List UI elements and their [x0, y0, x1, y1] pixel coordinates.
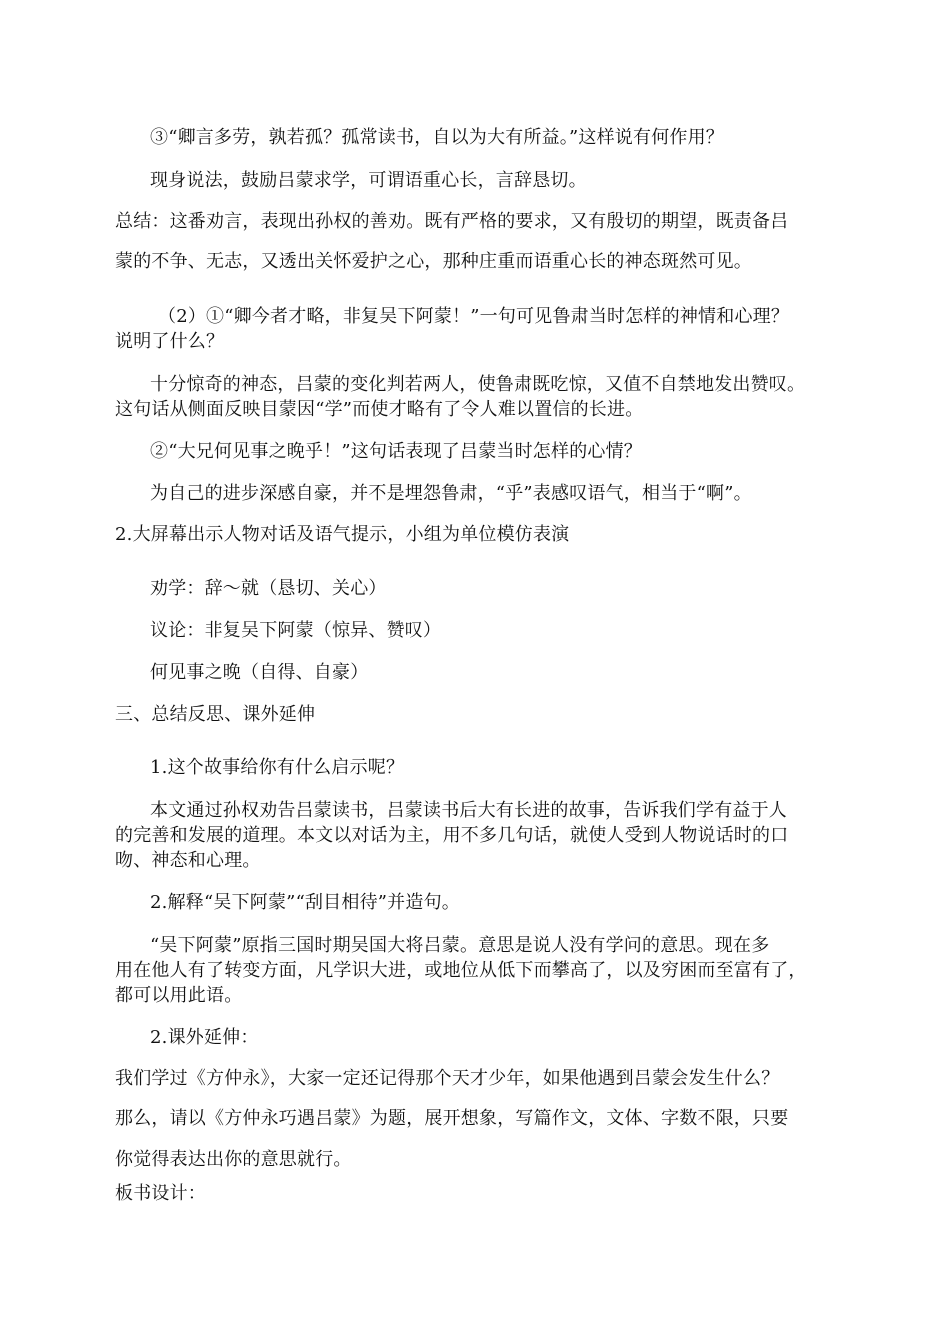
- answer-3-text: 现身说法，鼓励吕蒙求学，可谓语重心长，言辞恳切。: [150, 170, 587, 191]
- question-1-text: 1.这个故事给你有什么启示呢？: [150, 757, 405, 778]
- extension-line-1: 我们学过《方仲永》，大家一定还记得那个天才少年，如果他遇到吕蒙会发生什么？: [115, 1068, 780, 1089]
- answer-2-1-line-2: 这句话从侧面反映目蒙因“学”而使才略有了令人难以置信的长进。: [115, 399, 644, 420]
- answer-1-line-3: 吻、神态和心理。: [115, 850, 261, 871]
- activity-heading: 2.大屏幕出示人物对话及语气提示，小组为单位模仿表演: [115, 524, 570, 545]
- answer-2-2-text: 为自己的进步深感自豪，并不是埋怨鲁肃，“乎”表感叹语气，相当于“啊”。: [150, 483, 752, 504]
- question-3-text: ③“卿言多劳，孰若孤？孤常读书，自以为大有所益。”这样说有何作用？: [150, 127, 725, 148]
- question-2-1-line-1: （2）①“卿今者才略，非复吴下阿蒙！”一句可见鲁肃当时怎样的神情和心理？: [158, 306, 790, 327]
- answer-2-line-2: 用在他人有了转变方面，凡学识大进，或地位从低下而攀高了，以及穷困而至富有了，: [115, 960, 807, 981]
- dialogue-cue-3: 何见事之晚（自得、自豪）: [150, 662, 369, 683]
- section-3-heading: 三、总结反思、课外延伸: [115, 704, 316, 725]
- board-design-label: 板书设计：: [115, 1183, 206, 1204]
- dialogue-cue-1: 劝学：辞～就（恳切、关心）: [150, 578, 387, 599]
- answer-2-line-1: “吴下阿蒙”原指三国时期吴国大将吕蒙。意思是说人没有学问的意思。现在多: [150, 935, 770, 956]
- answer-2-1-line-1: 十分惊奇的神态，吕蒙的变化判若两人，使鲁肃既吃惊，又值不自禁地发出赞叹。: [150, 374, 806, 395]
- extension-heading: 2.课外延伸：: [150, 1027, 259, 1048]
- extension-line-2: 那么，请以《方仲永巧遇吕蒙》为题，展开想象，写篇作文，文体、字数不限，只要: [115, 1108, 789, 1129]
- question-2-text: 2.解释“吴下阿蒙”“刮目相待”并造句。: [150, 892, 460, 913]
- summary-line-1: 总结：这番劝言，表现出孙权的善劝。既有严格的要求，又有殷切的期望，既责备吕: [115, 211, 789, 232]
- summary-line-2: 蒙的不争、无志，又透出关怀爱护之心，那种庄重而语重心长的神态斑然可见。: [115, 251, 752, 272]
- answer-1-line-2: 的完善和发展的道理。本文以对话为主，用不多几句话，就使人受到人物说话时的口: [115, 825, 789, 846]
- extension-line-3: 你觉得表达出你的意思就行。: [115, 1149, 352, 1170]
- answer-2-line-3: 都可以用此语。: [115, 985, 243, 1006]
- question-2-2-text: ②“大兄何见事之晚乎！”这句话表现了吕蒙当时怎样的心情？: [150, 441, 643, 462]
- question-2-1-line-2: 说明了什么？: [115, 331, 225, 352]
- answer-1-line-1: 本文通过孙权劝告吕蒙读书，吕蒙读书后大有长进的故事，告诉我们学有益于人: [150, 800, 787, 821]
- dialogue-cue-2: 议论：非复吴下阿蒙（惊异、赞叹）: [150, 620, 442, 641]
